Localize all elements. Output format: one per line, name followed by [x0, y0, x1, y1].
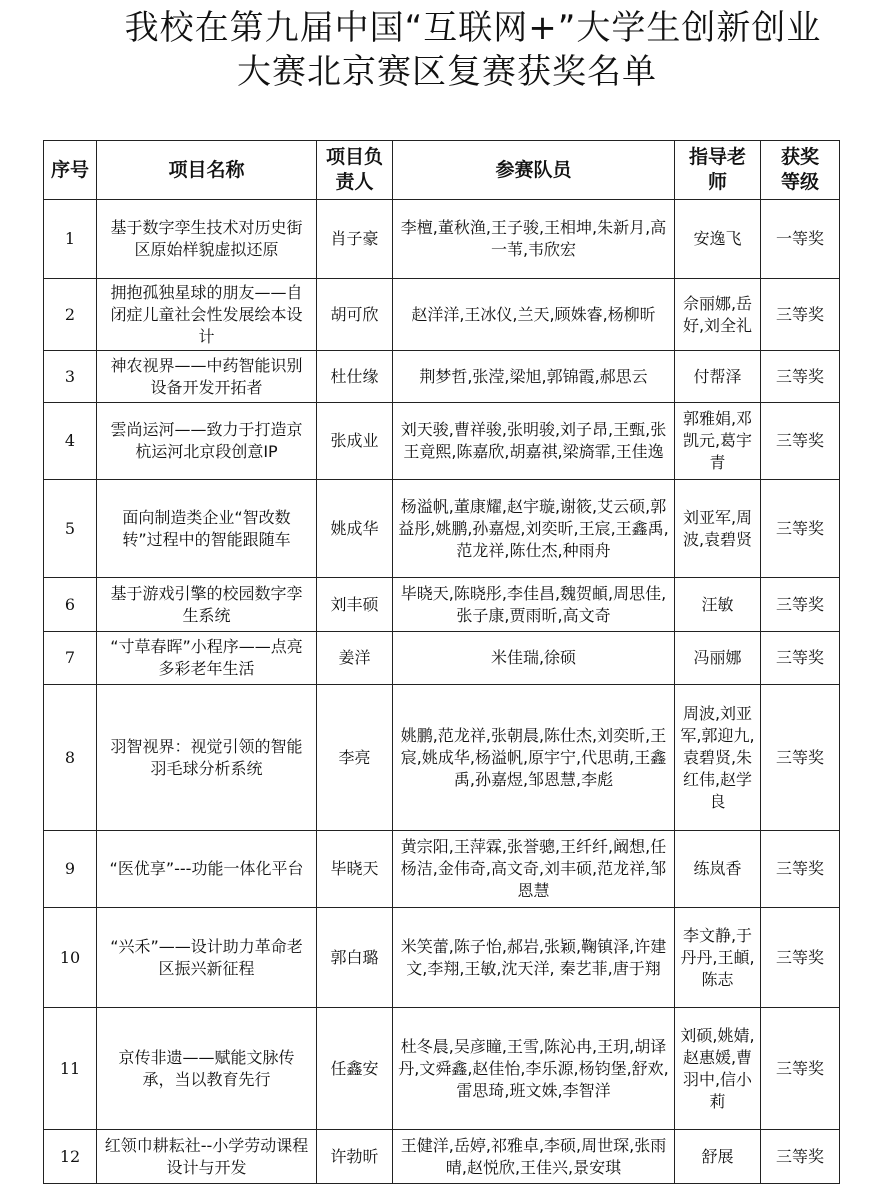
- row-no: 9: [44, 831, 97, 908]
- row-advisor: 舒展: [675, 1130, 761, 1184]
- row-project-name: 面向制造类企业“智改数转”过程中的智能跟随车: [97, 480, 317, 578]
- row-leader: 杜仕缘: [317, 351, 393, 403]
- row-no: 8: [44, 685, 97, 831]
- row-award: 三等奖: [761, 351, 840, 403]
- row-advisor: 练岚香: [675, 831, 761, 908]
- row-project-name: 神农视界——中药智能识别设备开发开拓者: [97, 351, 317, 403]
- row-advisor: 李文静,于丹丹,王頔,陈志: [675, 908, 761, 1008]
- row-members: 李檀,董秋渔,王子骏,王相坤,朱新月,高一苇,韦欣宏: [393, 200, 675, 279]
- row-members: 米佳瑞,徐硕: [393, 632, 675, 685]
- row-leader: 张成业: [317, 403, 393, 480]
- header-no: 序号: [44, 141, 97, 200]
- row-members: 荆梦哲,张滢,梁旭,郭锦霞,郝思云: [393, 351, 675, 403]
- header-members: 参赛队员: [393, 141, 675, 200]
- row-members: 杜冬晨,吴彦瞳,王雪,陈沁冉,王玥,胡译丹,文舜鑫,赵佳怡,李乐源,杨钧堡,舒欢,雷思琦,班文姝,李智洋: [393, 1008, 675, 1130]
- row-project-name: “兴禾”——设计助力革命老区振兴新征程: [97, 908, 317, 1008]
- row-project-name: “医优享”---功能一体化平台: [97, 831, 317, 908]
- row-award: 三等奖: [761, 908, 840, 1008]
- table-row: [44, 1008, 840, 1130]
- row-advisor: 安逸飞: [675, 200, 761, 279]
- page-title-line-2: 大赛北京赛区复赛获奖名单: [237, 52, 657, 92]
- row-leader: 肖子豪: [317, 200, 393, 279]
- row-no: 4: [44, 403, 97, 480]
- row-members: 刘天骏,曹祥骏,张明骏,刘子昂,王甄,张王竟熙,陈嘉欣,胡嘉祺,梁旖霏,王佳逸: [393, 403, 675, 480]
- row-no: 11: [44, 1008, 97, 1130]
- table-row: [44, 200, 840, 279]
- header-project-name: 项目名称: [97, 141, 317, 200]
- row-advisor: 汪敏: [675, 578, 761, 632]
- row-award: 三等奖: [761, 831, 840, 908]
- table-row: [44, 632, 840, 685]
- row-members: 黄宗阳,王萍霖,张誉骢,王纤纤,阚想,任杨洁,金伟奇,高文奇,刘丰硕,范龙祥,邹恩慧: [393, 831, 675, 908]
- row-project-name: 雲尚运河——致力于打造京杭运河北京段创意IP: [97, 403, 317, 480]
- row-award: 三等奖: [761, 685, 840, 831]
- row-leader: 任鑫安: [317, 1008, 393, 1130]
- table-row: [44, 279, 840, 351]
- awards-table: [43, 140, 840, 1184]
- row-project-name: 羽智视界：视觉引领的智能羽毛球分析系统: [97, 685, 317, 831]
- table-row: [44, 351, 840, 403]
- row-members: 米笑蕾,陈子怡,郝岩,张颖,鞠镇泽,许建文,李翔,王敏,沈天洋, 秦艺菲,唐于翔: [393, 908, 675, 1008]
- row-project-name: “寸草春晖”小程序——点亮多彩老年生活: [97, 632, 317, 685]
- table-row: [44, 908, 840, 1008]
- row-award: 三等奖: [761, 480, 840, 578]
- header-leader: 项目负责人: [317, 141, 393, 200]
- table-row: [44, 1130, 840, 1184]
- row-award: 三等奖: [761, 578, 840, 632]
- row-members: 赵洋洋,王冰仪,兰天,顾姝睿,杨柳昕: [393, 279, 675, 351]
- header-advisor: 指导老师: [675, 141, 761, 200]
- row-no: 7: [44, 632, 97, 685]
- row-no: 5: [44, 480, 97, 578]
- row-advisor: 刘亚军,周波,袁碧贤: [675, 480, 761, 578]
- row-project-name: 京传非遗——赋能文脉传承，当以教育先行: [97, 1008, 317, 1130]
- row-leader: 毕晓天: [317, 831, 393, 908]
- row-leader: 刘丰硕: [317, 578, 393, 632]
- row-project-name: 拥抱孤独星球的朋友——自闭症儿童社会性发展绘本设计: [97, 279, 317, 351]
- row-award: 三等奖: [761, 1008, 840, 1130]
- row-no: 3: [44, 351, 97, 403]
- row-award: 三等奖: [761, 279, 840, 351]
- row-members: 毕晓天,陈晓彤,李佳昌,魏贺頔,周思佳,张子康,贾雨昕,高文奇: [393, 578, 675, 632]
- row-members: 姚鹏,范龙祥,张朝晨,陈仕杰,刘奕昕,王宸,姚成华,杨溢帆,原宇宁,代思萌,王鑫禹,孙嘉煜,邹恩慧,李彪: [393, 685, 675, 831]
- row-no: 10: [44, 908, 97, 1008]
- row-advisor: 付帮泽: [675, 351, 761, 403]
- row-advisor: 冯丽娜: [675, 632, 761, 685]
- row-members: 王健洋,岳婷,祁雅卓,李硕,周世琛,张雨晴,赵悦欣,王佳兴,景安琪: [393, 1130, 675, 1184]
- row-award: 三等奖: [761, 403, 840, 480]
- table-row: [44, 403, 840, 480]
- header-award: 获奖等级: [761, 141, 840, 200]
- row-award: 三等奖: [761, 1130, 840, 1184]
- row-project-name: 红领巾耕耘社--小学劳动课程设计与开发: [97, 1130, 317, 1184]
- row-no: 1: [44, 200, 97, 279]
- table-row: [44, 578, 840, 632]
- row-leader: 胡可欣: [317, 279, 393, 351]
- table-row: [44, 480, 840, 578]
- row-project-name: 基于游戏引擎的校园数字孪生系统: [97, 578, 317, 632]
- row-members: 杨溢帆,董康耀,赵宇璇,谢筱,艾云硕,郭益彤,姚鹏,孙嘉煜,刘奕昕,王宸,王鑫禹,范龙祥,陈仕杰,种雨舟: [393, 480, 675, 578]
- row-advisor: 周波,刘亚军,郭迎九,袁碧贤,朱红伟,赵学良: [675, 685, 761, 831]
- row-advisor: 佘丽娜,岳好,刘全礼: [675, 279, 761, 351]
- page-title-line-1: 我校在第九届中国“互联网+”大学生创新创业: [124, 8, 822, 48]
- row-leader: 姜洋: [317, 632, 393, 685]
- row-leader: 姚成华: [317, 480, 393, 578]
- row-no: 12: [44, 1130, 97, 1184]
- row-leader: 郭白璐: [317, 908, 393, 1008]
- row-leader: 李亮: [317, 685, 393, 831]
- row-project-name: 基于数字孪生技术对历史街区原始样貌虚拟还原: [97, 200, 317, 279]
- row-award: 一等奖: [761, 200, 840, 279]
- table-row: [44, 685, 840, 831]
- row-no: 6: [44, 578, 97, 632]
- row-no: 2: [44, 279, 97, 351]
- table-header-row: [44, 141, 840, 200]
- row-advisor: 郭雅娟,邓凯元,葛宇青: [675, 403, 761, 480]
- row-advisor: 刘硕,姚婧,赵惠媛,曹羽中,信小莉: [675, 1008, 761, 1130]
- row-award: 三等奖: [761, 632, 840, 685]
- table-row: [44, 831, 840, 908]
- row-leader: 许勃昕: [317, 1130, 393, 1184]
